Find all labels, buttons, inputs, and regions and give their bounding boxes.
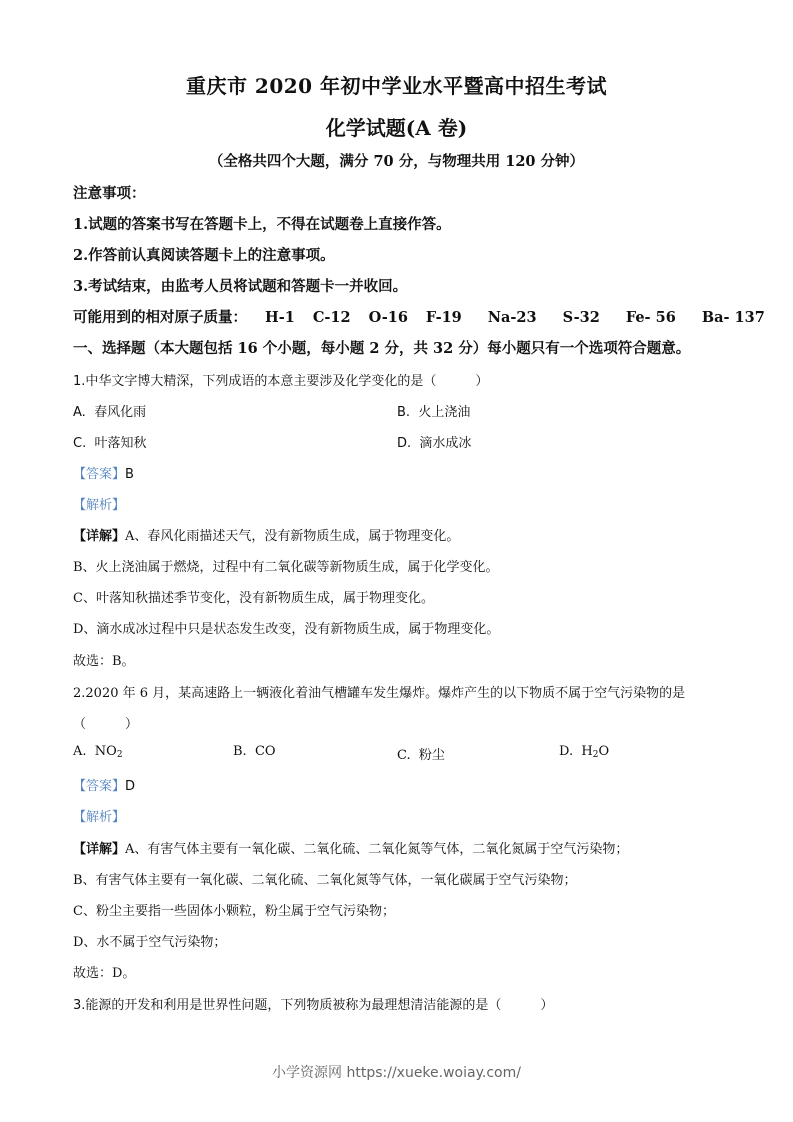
option-text: 春风化雨 — [94, 405, 147, 420]
option-text: 滴水成冰 — [419, 436, 472, 451]
analysis-label: 【解析】 — [73, 810, 126, 825]
notice-item: 3.考试结束，由监考人员将试题和答题卡一并收回。 — [73, 278, 408, 295]
question-stem-cont: （ ） — [73, 717, 139, 732]
option-letter: A. — [73, 405, 86, 420]
option-letter: B. — [233, 744, 247, 759]
question-option — [73, 432, 147, 451]
detail-line: C、粉尘主要指一些固体小颗粒，粉尘属于空气污染物； — [73, 904, 395, 919]
question-option — [559, 744, 609, 760]
exam-subtitle: 化学试题(A 卷) — [325, 116, 468, 140]
detail-line: B、火上浇油属于燃烧，过程中有二氧化碳等新物质生成，属于化学变化。 — [73, 560, 499, 575]
conclusion-line: 故选：D。 — [73, 966, 136, 981]
answer-value: B — [125, 467, 134, 482]
detail-line: C、叶落知秋描述季节变化，没有新物质生成，属于物理变化。 — [73, 591, 434, 606]
atomic-mass: H-1 — [265, 309, 295, 326]
option-letter: D. — [397, 436, 412, 451]
detail-text: A、春风化雨描述天气，没有新物质生成，属于物理变化。 — [125, 529, 460, 544]
option-text: CO — [254, 744, 276, 759]
notice-item: 1.试题的答案书写在答题卡上，不得在试题卷上直接作答。 — [73, 216, 451, 233]
exam-note: （全格共四个大题，满分 70 分，与物理共用 120 分钟） — [208, 153, 585, 170]
option-text: H — [581, 744, 593, 759]
answer-label: 【答案】 — [73, 779, 126, 794]
detail-label: 【详解】 — [73, 842, 126, 857]
option-text: 叶落知秋 — [94, 436, 147, 451]
option-letter: C. — [397, 748, 411, 763]
question-stem: 2.2020 年 6 月，某高速路上一辆液化着油气槽罐车发生爆炸。爆炸产生的以下物质不属于空气污染物的是 — [73, 686, 686, 701]
atomic-masses — [73, 306, 765, 327]
atomic-mass: F-19 — [425, 309, 462, 326]
detail-line: B、有害气体主要有一氧化碳、二氧化硫、二氧化氮等气体，一氧化碳属于空气污染物； — [73, 873, 577, 888]
option-letter: C. — [73, 436, 87, 451]
analysis-line — [73, 494, 125, 513]
analysis-label: 【解析】 — [73, 498, 126, 513]
conclusion-line: 故选：B。 — [73, 654, 135, 669]
detail-line — [73, 525, 459, 544]
footer-watermark: 小学资源网 https://xueke.woiay.com/ — [272, 1065, 521, 1081]
detail-text: A、有害气体主要有一氧化碳、二氧化硫、二氧化氮等气体，二氧化氮属于空气污染物； — [125, 842, 629, 857]
question-stem: 3.能源的开发和利用是世界性问题，下列物质被称为最理想清洁能源的是（ ） — [73, 998, 554, 1013]
notice-item: 2.作答前认真阅读答题卡上的注意事项。 — [73, 247, 335, 264]
answer-line — [73, 463, 134, 482]
answer-value: D — [125, 779, 136, 794]
question-option — [397, 744, 445, 763]
notices-heading: 注意事项： — [73, 185, 146, 202]
analysis-line — [73, 806, 125, 825]
question-option — [233, 744, 276, 759]
atomic-mass: C-12 — [312, 309, 351, 326]
exam-title: 重庆市 2020 年初中学业水平暨高中招生考试 — [185, 74, 608, 98]
option-text: NO — [94, 744, 117, 759]
atomic-mass: O-16 — [368, 309, 408, 326]
question-option — [397, 401, 470, 420]
option-letter: B. — [397, 405, 411, 420]
question-option — [73, 401, 146, 420]
question-option — [73, 744, 123, 760]
answer-label: 【答案】 — [73, 467, 126, 482]
option-subscript: 2 — [592, 750, 599, 760]
atomic-mass: Ba- 137 — [701, 309, 765, 326]
detail-line — [73, 838, 628, 857]
detail-line: D、水不属于空气污染物； — [73, 935, 227, 950]
answer-line — [73, 775, 135, 794]
option-text: 粉尘 — [418, 748, 445, 763]
atomic-mass: Fe- 56 — [625, 309, 676, 326]
atomic-mass: Na-23 — [487, 309, 537, 326]
option-text-after: O — [598, 744, 610, 759]
detail-label: 【详解】 — [73, 529, 126, 544]
option-subscript: 2 — [116, 750, 123, 760]
question-stem: 1.中华文字博大精深，下列成语的本意主要涉及化学变化的是（ ） — [73, 374, 489, 389]
question-option — [397, 432, 471, 451]
section-heading: 一、选择题（本大题包括 16 个小题，每小题 2 分，共 32 分）每小题只有一个选项符合题意。 — [73, 340, 691, 357]
option-letter: D. — [559, 744, 574, 759]
option-letter: A. — [73, 744, 87, 759]
detail-line: D、滴水成冰过程中只是状态发生改变，没有新物质生成，属于物理变化。 — [73, 622, 500, 637]
option-text: 火上浇油 — [418, 405, 471, 420]
atomic-mass-label: 可能用到的相对原子质量： — [73, 309, 247, 326]
atomic-mass: S-32 — [562, 309, 600, 326]
